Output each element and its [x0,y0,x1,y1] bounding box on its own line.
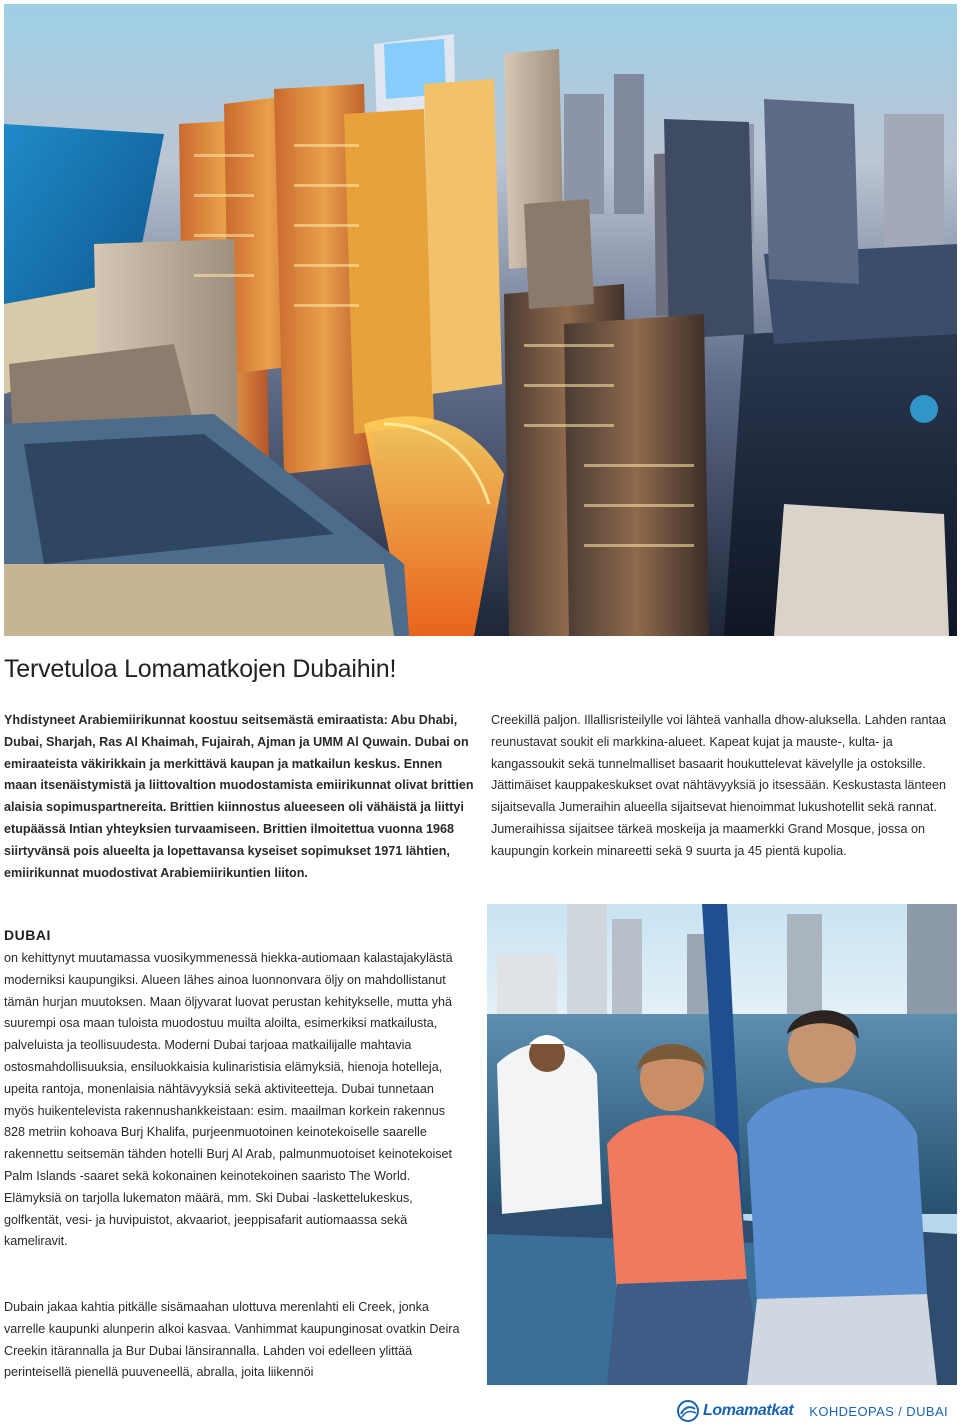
brand-logo-text: Lomamatkat [703,1402,794,1419]
photo-couple-on-abra [487,904,957,1385]
section-heading-dubai: DUBAI [4,927,51,943]
creek-continuation-paragraph: Creekillä paljon. Illallisristeilylle voi lähteä vanhalla dhow-aluksella. Lahden rantaa reunustavat soukit eli markkina-alueet. Kapeat kujat ja mauste-, kulta- ja kangassoukit sekä tunnelmalliset basaarit houkuttelevat kävelylle ja ostoksille. Jättimäiset kauppakeskukset ovat nähtävyyksiä jo itsessään. Keskustasta länteen sijaitsevalla Jumeraihin alueella sijaitsevat hienoimmat lukushotellit sekä rannat. Jumeraihissa sijaitsee tärkeä moskeija ja maamerkki Grand Mosque, jossa on kaupungin korkein minareetti sekä 9 suurta ja 45 pientä kupolia. [491,713,947,858]
footer-guide-label: KOHDEOPAS / DUBAI [809,1403,949,1419]
lomamatkat-logo-icon [677,1400,699,1422]
creek-paragraph: Dubain jakaa kahtia pitkälle sisämaahan ulottuva merenlahti eli Creek, jonka varrelle kaupunki alunperin alkoi kasvaa. Vanhimmat kaupunginosat ovatkin Deira Creekin itärannalla ja Bur Dubai länsirannalla. Lahden voi edelleen ylittää perinteisellä pienellä puuveneellä, abralla, joita liikennöi [4,1300,460,1380]
dubai-paragraph: on kehittynyt muutamassa vuosikymmenessä hiekka-autiomaan kalastajakylästä moderniksi kaupungiksi. Alueen lähes ainoa luonnonvara öljy on mahdollistanut tämän hurjan muutoksen. Maan öljyvarat luovat perustan kehitykselle, mutta yhä suurempi osa maan tuloista muodostuu muilta aloilta, esimerkiksi matkailusta, palveluista ja teollisuudesta. Moderni Dubai tarjoaa matkailijalle mahtavia ostosmahdollisuuksia, ensiluokkaisia kulinaristisia elämyksiä, hienoja hotelleja, upeita rantoja, monenlaisia nähtävyyksiä sekä aktiviteetteja. Dubai tunnetaan myös huikentelevista rakennushankkeistaan: esim. maailman korkein rakennus 828 metriin kohoava Burj Khalifa, purjeenmuotoinen keinotekoiselle saarelle rakennettu seitsemän tähden hotelli Burj Al Arab, palmunmuotoiset keinotekoiset Palm Islands -saaret sekä kokonainen keinotekoinen saaristo The World. Elämyksiä on tarjolla lukematon määrä, mm. Ski Dubai -laskettelukeskus, golfkentät, vesi- ja huvipuistot, akvaariot, jeeppisafarit autiomaassa sekä kameliravit. [4,951,453,1249]
page-title: Tervetuloa Lomamatkojen Dubaihin! [4,655,397,683]
page-footer [677,1397,957,1425]
hero-image-dubai-marina [4,4,957,636]
intro-paragraph: Yhdistyneet Arabiemiirikunnat koostuu seitsemästä emiraatista: Abu Dhabi, Dubai, Sharjah, Ras Al Khaimah, Fujairah, Ajman ja UMM Al Quwain. Dubai on emiraateista väkirikkain ja merkittävä kaupan ja matkailun keskus. Ennen maan itsenäistymistä ja liittovaltion muodostamista emiirikunnat olivat brittien alaisia sopimuspartnereita. Brittien kiinnostus alueeseen oli vähäistä ja liittyi etupäässä Intian yhteyksien turvaamiseen. Brittien ilmoitettua vuonna 1968 siirtyvänsä pois alueelta ja lopettavansa kyseiset sopimukset 1971 lähtien, emiirikunnat muodostivat Arabiemiirikuntien liiton. [4,713,474,880]
